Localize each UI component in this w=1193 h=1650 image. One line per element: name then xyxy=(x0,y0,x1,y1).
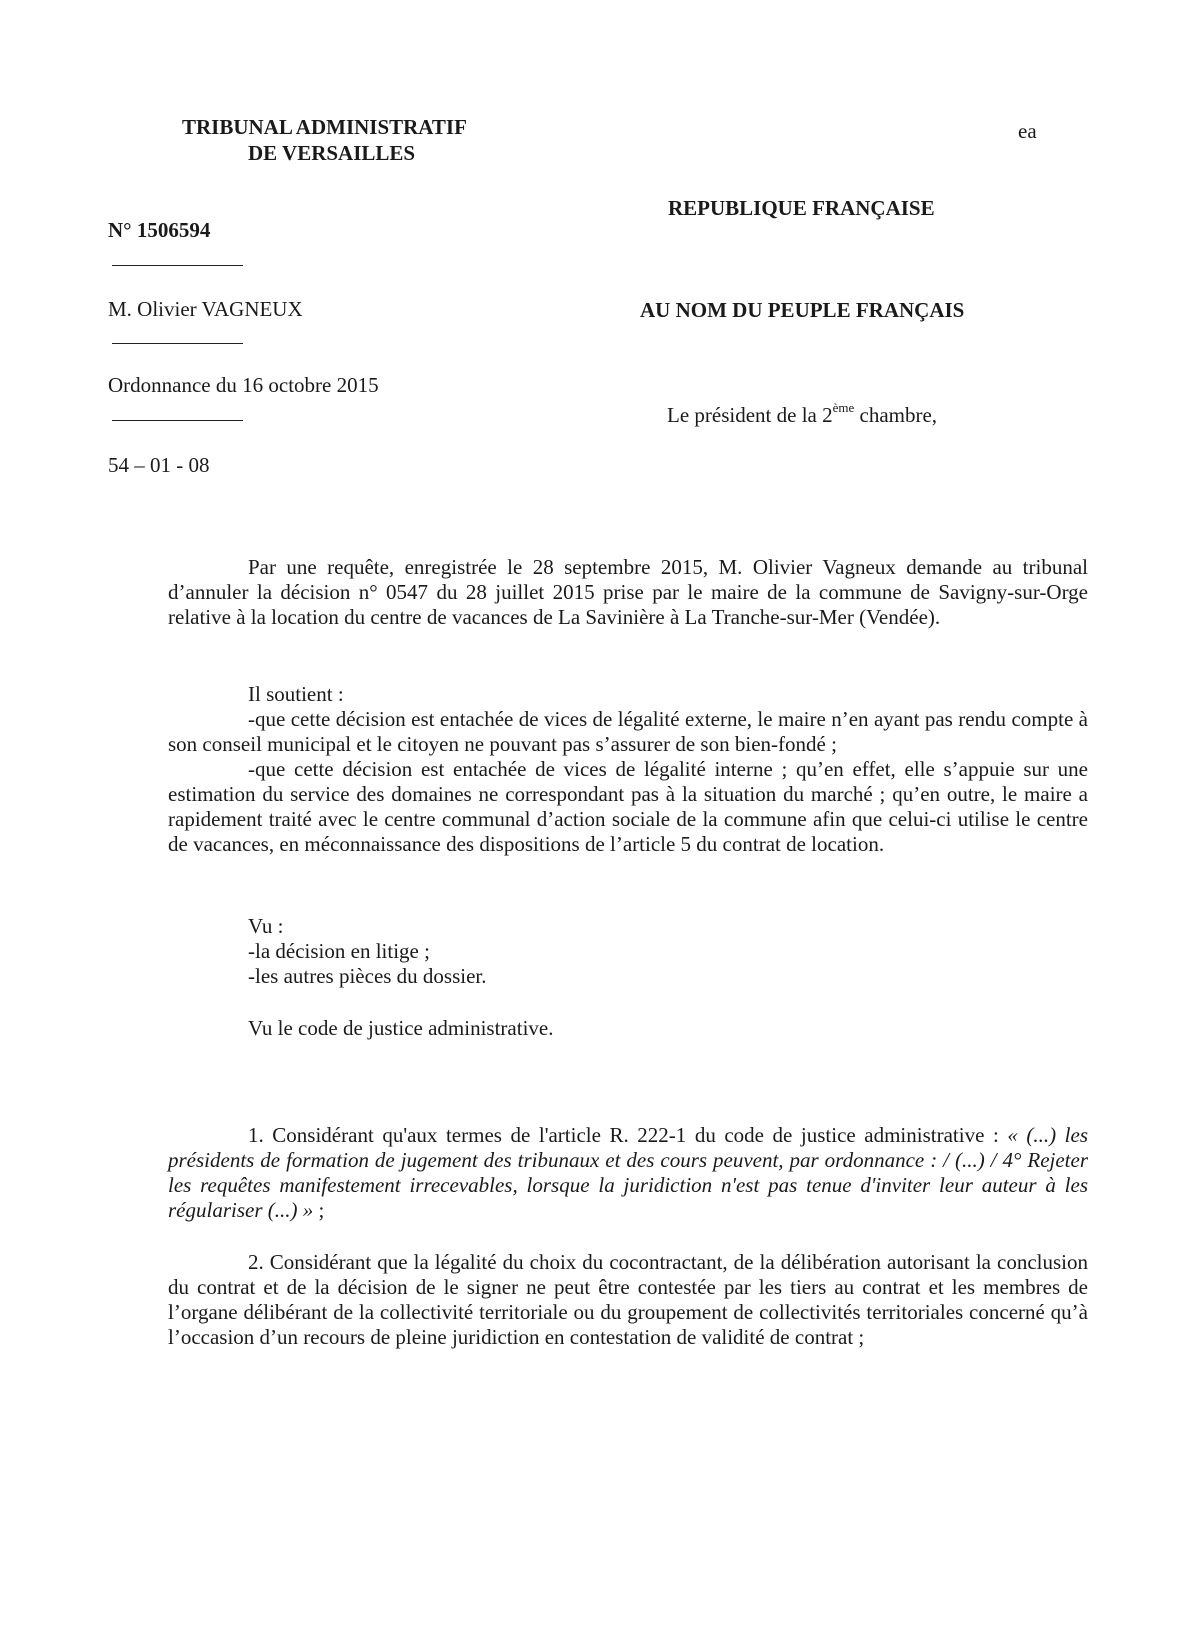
people-heading: AU NOM DU PEUPLE FRANÇAIS xyxy=(640,298,965,322)
president-line xyxy=(667,400,938,428)
header-divider-3 xyxy=(112,420,243,421)
order-date: Ordonnance du 16 octobre 2015 xyxy=(108,373,379,397)
considerant-1 xyxy=(168,1123,1088,1223)
classification-code: 54 – 01 - 08 xyxy=(108,453,210,477)
considerant-2-text: 2. Considérant que la légalité du choix du cocontractant, de la délibération autorisant la conclusion du contrat et de la décision de le signer ne peut être contestée par les tiers au contrat et les membres de l’organe délibérant de la collectivité territoriale ou du groupement de collectivités territoriales concerné qu’à l’occasion d’un recours de pleine juridiction en contestation de validité de contrat ; xyxy=(168,1250,1088,1349)
court-name-line2: DE VERSAILLES xyxy=(248,141,416,165)
header-divider-1 xyxy=(112,265,243,266)
vu-code-block xyxy=(168,1016,1088,1041)
president-sup: ème xyxy=(832,400,855,415)
considerant-2 xyxy=(168,1250,1088,1350)
clerk-initials: ea xyxy=(1018,119,1037,143)
argument-1: -que cette décision est entachée de vices de légalité externe, le maire n’en ayant pas rendu compte à son conseil municipal et le citoyen ne pouvant pas s’assurer de son bien-fondé ; xyxy=(168,707,1088,756)
court-name-line1: TRIBUNAL ADMINISTRATIF xyxy=(182,115,467,139)
president-suffix: chambre, xyxy=(854,403,938,427)
claimant-name: M. Olivier VAGNEUX xyxy=(108,297,303,321)
vu-label: Vu : xyxy=(248,914,284,938)
header-divider-2 xyxy=(112,343,243,344)
intro-text: Par une requête, enregistrée le 28 septembre 2015, M. Olivier Vagneux demande au tribunal d’annuler la décision n° 0547 du 28 juillet 2015 prise par le maire de la commune de Savigny-sur-Orge relative à la location du centre de vacances de La Savinière à La Tranche-sur-Mer (Vendée). xyxy=(168,555,1088,629)
considerant-1-text: 1. Considérant qu'aux termes de l'article R. 222-1 du code de justice administrative : xyxy=(248,1123,999,1147)
intro-paragraph xyxy=(168,555,1088,630)
vu-block xyxy=(168,914,1088,989)
case-number: N° 1506594 xyxy=(108,218,211,242)
republic-heading: REPUBLIQUE FRANÇAISE xyxy=(668,196,935,220)
argument-2: -que cette décision est entachée de vices de légalité interne ; qu’en effet, elle s’appuie sur une estimation du service des domaines ne correspondant pas à la situation du marché ; qu’en outre, le maire a rapidement traité avec le centre communal d’action sociale de la commune afin que celui-ci utilise le centre de vacances, en méconnaissance des dispositions de l’article 5 du contrat de location. xyxy=(168,757,1088,856)
considerant-1-quote: « (...) les présidents de formation de jugement des tribunaux et des cours peuvent, par ordonnance : / (...) / 4° Rejeter les requêtes manifestement irrecevables, lorsque la juridiction n'est pas tenue d'inviter leur auteur à les régulariser (...) » xyxy=(168,1123,1088,1222)
vu-code: Vu le code de justice administrative. xyxy=(248,1016,554,1040)
arguments-block xyxy=(168,682,1088,857)
vu-item-2: -les autres pièces du dossier. xyxy=(248,964,487,988)
soutient-label: Il soutient : xyxy=(248,682,344,706)
considerant-1-end: ; xyxy=(313,1198,325,1222)
vu-item-1: -la décision en litige ; xyxy=(248,939,430,963)
president-prefix: Le président de la 2 xyxy=(667,403,833,427)
